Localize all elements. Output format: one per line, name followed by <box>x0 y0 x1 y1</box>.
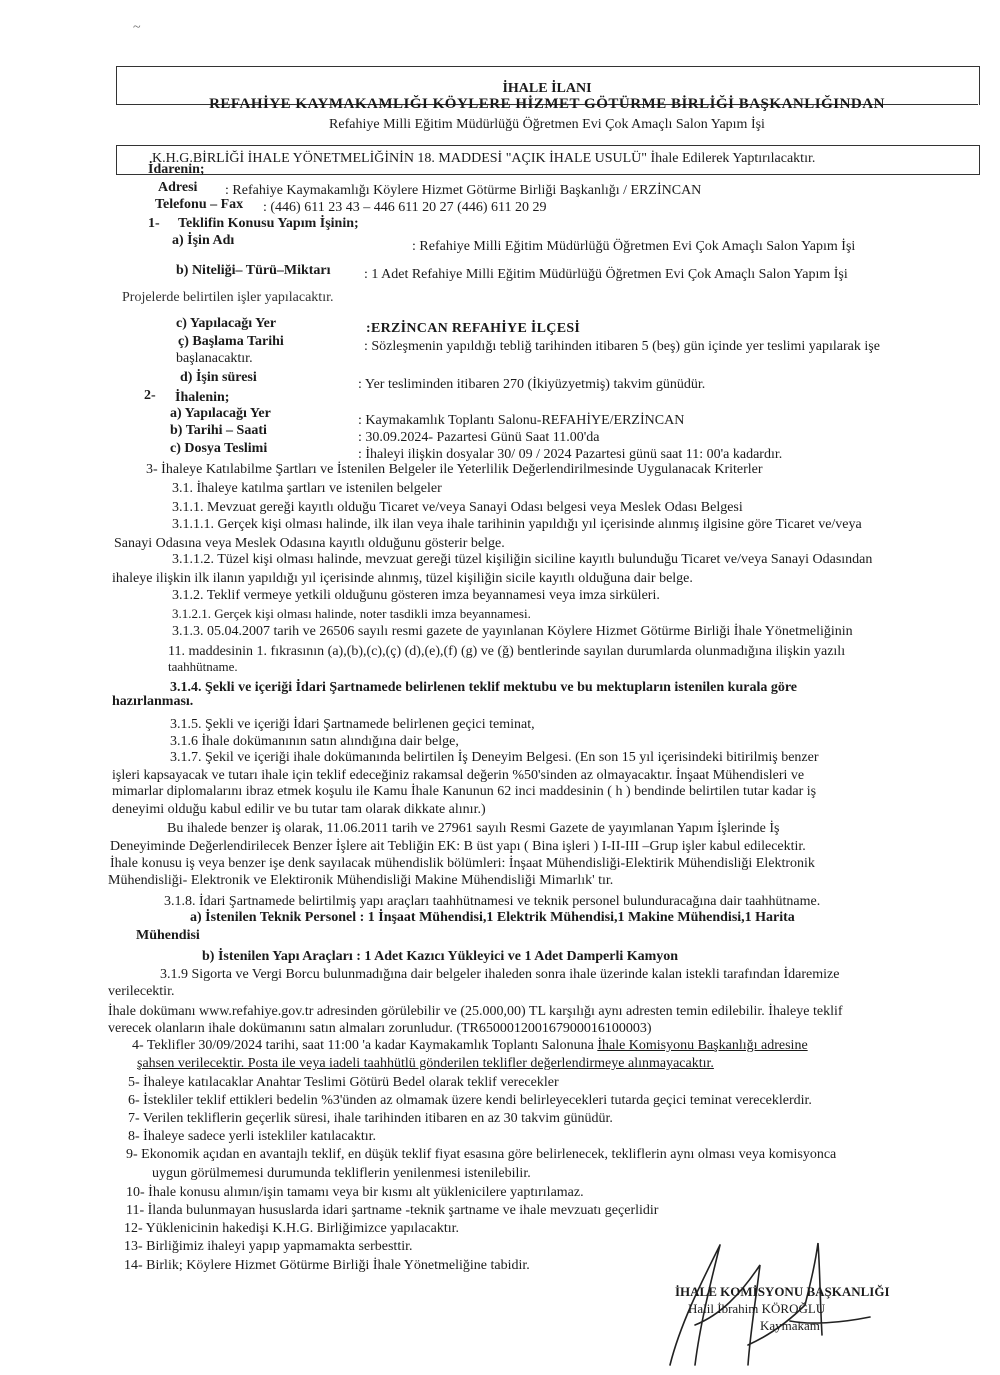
similar-work-cont1: Deneyiminde Değerlendirilecek Benzer İşlere ait Tebliğin EK: B üst yapı ( Bina işleri ) I-II-III –Grup işler kabul edilecektir. <box>110 839 806 854</box>
file-delivery-value: : İhaleyi ilişkin dosyalar 30/ 09 / 2024 Pazartesi günü saat 11: 00'a kadardır. <box>358 447 783 462</box>
item-9-cont: uygun görülmemesi durumunda tekliflerin yenilenmesi istenilebilir. <box>152 1166 531 1181</box>
start-date-label: ç) Başlama Tarihi <box>178 334 284 349</box>
phone-value: : (446) 611 23 43 – 446 611 20 27 (446) 611 20 29 <box>263 200 547 215</box>
clause-3-1-4: 3.1.4. Şekli ve içeriği İdari Şartnamede belirlenen teklif mektubu ve bu mektupların istenilen kurala göre <box>170 680 798 695</box>
start-date-continuation: başlanacaktır. <box>176 351 253 366</box>
item-4-underlined: İhale Komisyonu Başkanlığı adresine <box>597 1038 808 1053</box>
tender-documents-iban: verecek olanların ihale dokümanını satın almaları zorunludur. (TR650001200167900016100003) <box>108 1021 652 1036</box>
job-name-value: : Refahiye Milli Eğitim Müdürlüğü Öğretmen Evi Çok Amaçlı Salon Yapım İşi <box>412 239 856 254</box>
job-nature-label: b) Niteliği– Türü–Miktarı <box>176 263 331 278</box>
tender-date-label: b) Tarihi – Saati <box>170 423 267 438</box>
signature-role: Kaymakam <box>760 1318 820 1333</box>
location-value: :ERZİNCAN REFAHİYE İLÇESİ <box>366 321 581 336</box>
handwritten-signature <box>640 1225 930 1375</box>
job-nature-continuation: Projelerde belirtilen işler yapılacaktır. <box>122 290 334 305</box>
job-nature-value: : 1 Adet Refahiye Milli Eğitim Müdürlüğü Öğretmen Evi Çok Amaçlı Salon Yapım İşi <box>364 267 848 282</box>
clause-3-1-1-1-cont: Sanayi Odasına veya Meslek Odasına kayıtlı olduğunu gösterir belge. <box>114 536 505 551</box>
section2-heading: İhalenin; <box>175 390 230 405</box>
location-label: c) Yapılacağı Yer <box>176 316 277 331</box>
file-delivery-label: c) Dosya Teslimi <box>170 441 268 456</box>
clause-3-1-2-1: 3.1.2.1. Gerçek kişi olması halinde, noter tasdikli imza beyannamesi. <box>172 606 531 621</box>
section1-number: 1- <box>148 216 160 231</box>
item-6: 6- İstekliler teklif ettikleri bedelin %3'ünden az olmamak üzere kendi belirleyecekleri tutarda geçici teminat vereceklerdir. <box>128 1093 812 1108</box>
item-12: 12- Yüklenicinin hakedişi K.H.G. Birliğimizce yapılacaktır. <box>124 1221 460 1236</box>
administration-heading: İdarenin; <box>148 162 205 177</box>
clause-3-1-7-cont1: işleri kapsayacak ve tutarı ihale için teklif edeceğiniz rakamsal değerin %50'sinden az olmayacaktır. İnşaat Mühendisleri ve <box>112 768 805 783</box>
clause-3-1-8: 3.1.8. İdari Şartnamede belirtilmiş yapı araçları taahhütnamesi ve teknik personel bulunduracağına dair taahhütname. <box>164 894 821 909</box>
notice-title: İHALE İLANI <box>502 81 592 96</box>
item-11: 11- İlanda bulunmayan hususlarda idari şartname -teknik şartname ve ihale mevzuatı geçerlidir <box>126 1203 659 1218</box>
clause-3-1-6: 3.1.6 İhale dokümanının satın alındığına dair belge, <box>170 734 459 749</box>
item-10: 10- İhale konusu alımın/işin tamamı veya bir kısmı alt yüklenicilere yaptırılamaz. <box>126 1185 584 1200</box>
job-name-label: a) İşin Adı <box>172 233 235 248</box>
item-13: 13- Birliğimiz ihaleyi yapıp yapmamakta serbesttir. <box>124 1239 413 1254</box>
clause-3-1: 3.1. İhaleye katılma şartları ve istenilen belgeler <box>172 481 442 496</box>
item-14: 14- Birlik; Köylere Hizmet Götürme Birliği İhale Yönetmeliğine tabidir. <box>124 1258 530 1273</box>
clause-3-1-3: 3.1.3. 05.04.2007 tarih ve 26506 sayılı resmi gazete de yayınlanan Köylere Hizmet Götürme Birliği İhale Yönetmeliğinin <box>172 624 853 639</box>
technical-personnel-cont: Mühendisi <box>136 928 200 943</box>
issuing-organization: REFAHİYE KAYMAKAMLIĞI KÖYLERE HİZMET GÖTÜRME BİRLİĞİ BAŞKANLIĞINDAN <box>209 96 885 112</box>
regulation-line: K.H.G.BİRLİĞİ İHALE YÖNETMELİĞİNİN 18. MADDESİ "AÇIK İHALE USULÜ" İhale Edilerek Yaptırılacaktır. <box>152 151 816 166</box>
clause-3-1-3-cont1: 11. maddesinin 1. fıkrasının (a),(b),(c),(ç) (d),(e),(f) (g) ve (ğ) bentlerinde sayılan durumlarda olunmadığına ilişkin yazılı <box>168 644 846 659</box>
tender-place-label: a) Yapılacağı Yer <box>170 406 271 421</box>
clause-3-1-5: 3.1.5. Şekli ve içeriği İdari Şartnamede belirlenen geçici teminat, <box>170 717 535 732</box>
item-4-cont: şahsen verilecektir. Posta ile veya iadeli taahhütlü gönderilen teklifler değerlendirmeye alınmayacaktır. <box>137 1056 714 1071</box>
start-date-value: : Sözleşmenin yapıldığı tebliğ tarihinden itibaren 5 (beş) gün içinde yer teslimi yapılarak işe <box>364 339 880 354</box>
clause-3-1-1-2: 3.1.1.2. Tüzel kişi olması halinde, mevzuat gereği tüzel kişiliğin siciline kayıtlı bulunduğu Ticaret ve/veya Sanayi Odasından <box>172 552 873 567</box>
notice-subtitle: Refahiye Milli Eğitim Müdürlüğü Öğretmen Evi Çok Amaçlı Salon Yapım İşi <box>329 117 765 132</box>
address-label: Adresi <box>158 180 198 195</box>
clause-3-1-1-2-cont: ihaleye ilişkin ilk ilanın yapıldığı yıl içerisinde alınmış, tüzel kişiliğin sicile kayıtlı olduğuna dair belge. <box>112 571 693 586</box>
signature-block <box>640 1225 930 1375</box>
tender-documents-line: İhale dokümanı www.refahiye.gov.tr adresinden görülebilir ve (25.000,00) TL karşılığı aynı adresten temin edilebilir. İhaleye teklif <box>108 1004 843 1019</box>
address-value: : Refahiye Kaymakamlığı Köylere Hizmet Götürme Birliği Başkanlığı / ERZİNCAN <box>225 183 702 198</box>
clause-3-1-7-cont2: mimarlar diplomalarını ibraz etmek koşulu ile Kamu İhale Kanunun 62 inci maddesinin ( h ) bendinde belirtilen tutar kadar iş <box>112 784 817 799</box>
item-8: 8- İhaleye sadece yerli istekliler katılacaktır. <box>128 1129 376 1144</box>
section1-heading: Teklifin Konusu Yapım İşinin; <box>178 216 359 231</box>
clause-3-1-9: 3.1.9 Sigorta ve Vergi Borcu bulunmadığına dair belgeler ihaleden sonra ihale üzerinde kalan istekli tarafından İdaremize <box>160 967 840 982</box>
clause-3-1-2: 3.1.2. Teklif vermeye yetkili olduğunu gösteren imza beyannamesi veya imza sirküleri. <box>172 588 660 603</box>
duration-label: d) İşin süresi <box>180 370 257 385</box>
item-4-text: 4- Teklifler 30/09/2024 tarihi, saat 11:00 'a kadar Kaymakamlık Toplantı Salonuna <box>132 1038 598 1053</box>
item-4 <box>132 1039 808 1053</box>
scan-speck: ~ <box>133 20 141 35</box>
clause-3-1-9-cont: verilecektir. <box>108 984 175 999</box>
clause-3-1-7-cont3: deneyimi olduğu kabul edilir ve bu tutar tam olarak dikkate alınır.) <box>112 802 486 817</box>
technical-personnel: a) İstenilen Teknik Personel : 1 İnşaat Mühendisi,1 Elektrik Mühendisi,1 Makine Mühendisi,1 Harita <box>190 910 795 925</box>
section2-number: 2- <box>144 388 156 403</box>
clause-3-1-1-1: 3.1.1.1. Gerçek kişi olması halinde, ilk ilan veya ihale tarihinin yapıldığı yıl içerisinde alınmış ilgisine göre Ticaret ve/veya <box>172 517 862 532</box>
item-9: 9- Ekonomik açıdan en avantajlı teklif, en düşük teklif fiyat esasına göre belirlenecek, tekliflerin aynı olması veya komisyonca <box>126 1147 837 1162</box>
signature-name: Halil İbrahim KÖROĞLU <box>688 1301 826 1316</box>
required-equipment: b) İstenilen Yapı Araçları : 1 Adet Kazıcı Yükleyici ve 1 Adet Damperli Kamyon <box>202 949 679 964</box>
similar-work-cont3: Mühendisliği- Elektronik ve Elektironik Mühendisliği Makine Mühendisliği Mimarlık' tır. <box>108 873 614 888</box>
phone-label: Telefonu – Fax <box>155 197 244 212</box>
clause-3-1-1: 3.1.1. Mevzuat gereği kayıtlı olduğu Ticaret ve/veya Sanayi Odası belgesi veya Meslek Odası Belgesi <box>172 500 743 515</box>
signature-title: İHALE KOMİSYONU BAŞKANLIĞI <box>675 1284 890 1299</box>
similar-work-paragraph: Bu ihalede benzer iş olarak, 11.06.2011 tarih ve 27961 sayılı Resmi Gazete de yayımlanan Yapım İşlerinde İş <box>167 821 780 836</box>
clause-3-1-3-cont2: taahhütname. <box>168 659 238 674</box>
section3-heading: 3- İhaleye Katılabilme Şartları ve İstenilen Belgeler ile Yeterlilik Değerlendirilmesinde Uygulanacak Kriterler <box>146 462 763 477</box>
item-5: 5- İhaleye katılacaklar Anahtar Teslimi Götürü Bedel olarak teklif verecekler <box>128 1075 559 1090</box>
duration-value: : Yer tesliminden itibaren 270 (İkiyüzyetmiş) takvim günüdür. <box>358 377 706 392</box>
item-7: 7- Verilen tekliflerin geçerlik süresi, ihale tarihinden itibaren en az 30 takvim günüdür. <box>128 1111 613 1126</box>
tender-date-value: : 30.09.2024- Pazartesi Günü Saat 11.00'da <box>358 430 600 445</box>
similar-work-cont2: İhale konusu iş veya benzer işe denk sayılacak mühendislik bölümleri: İnşaat Mühendisliği-Elektirik Mühendisliği Elektronik <box>110 856 815 871</box>
clause-3-1-7: 3.1.7. Şekil ve içeriği ihale dokümanında belirtilen İş Deneyim Belgesi. (En son 15 yıl içerisindeki bitirilmiş benzer <box>170 750 819 765</box>
clause-3-1-4-cont: hazırlanması. <box>112 694 194 709</box>
tender-place-value: : Kaymakamlık Toplantı Salonu-REFAHİYE/ERZİNCAN <box>358 413 685 428</box>
